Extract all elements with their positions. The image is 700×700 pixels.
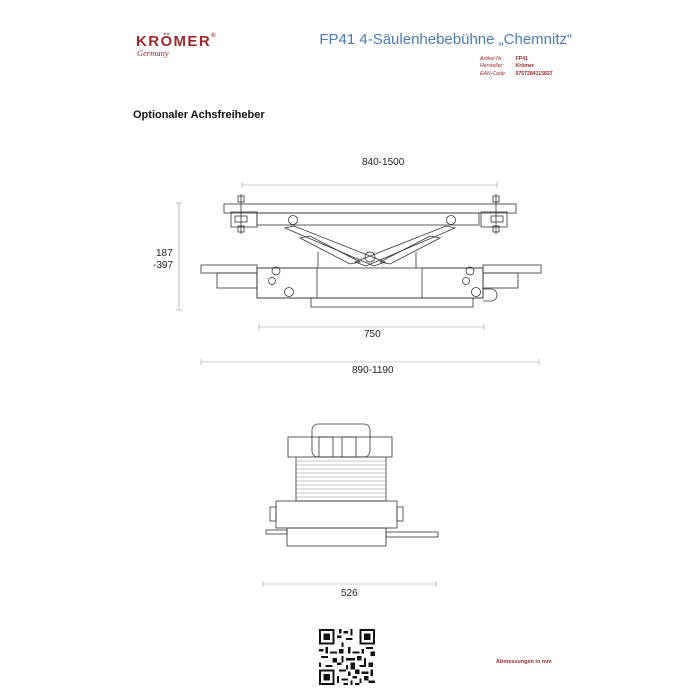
dim-height-max: -397 xyxy=(153,260,174,271)
meta-ean: EAN-Code: 0757284115837 xyxy=(480,70,553,77)
brand-name: KRÖMER® xyxy=(136,33,217,50)
brand-registered-mark: ® xyxy=(211,33,217,39)
dim-base-width: 750 xyxy=(364,329,381,340)
dim-overall-width: 890-1190 xyxy=(352,365,394,376)
dim-top-width: 840-1500 xyxy=(362,157,405,168)
brand-subtitle: Germany xyxy=(137,48,169,58)
front-view-jack xyxy=(266,424,438,546)
dimension-lines xyxy=(176,182,539,587)
dim-front-width: 526 xyxy=(341,588,358,599)
meta-article: Artikel-Nr.: FP41 xyxy=(480,56,528,62)
document-title: FP41 4-Säulenhebebühne „Chemnitz“ xyxy=(319,31,572,48)
meta-manufacturer: Hersteller: Krömer xyxy=(480,63,534,70)
units-note: Abmessungen in mm xyxy=(496,659,552,665)
dim-height-min: 187 xyxy=(156,248,173,259)
section-title: Optionaler Achsfreiheber xyxy=(133,109,265,121)
side-view-jack xyxy=(201,194,541,307)
qr-code-icon xyxy=(319,629,375,685)
